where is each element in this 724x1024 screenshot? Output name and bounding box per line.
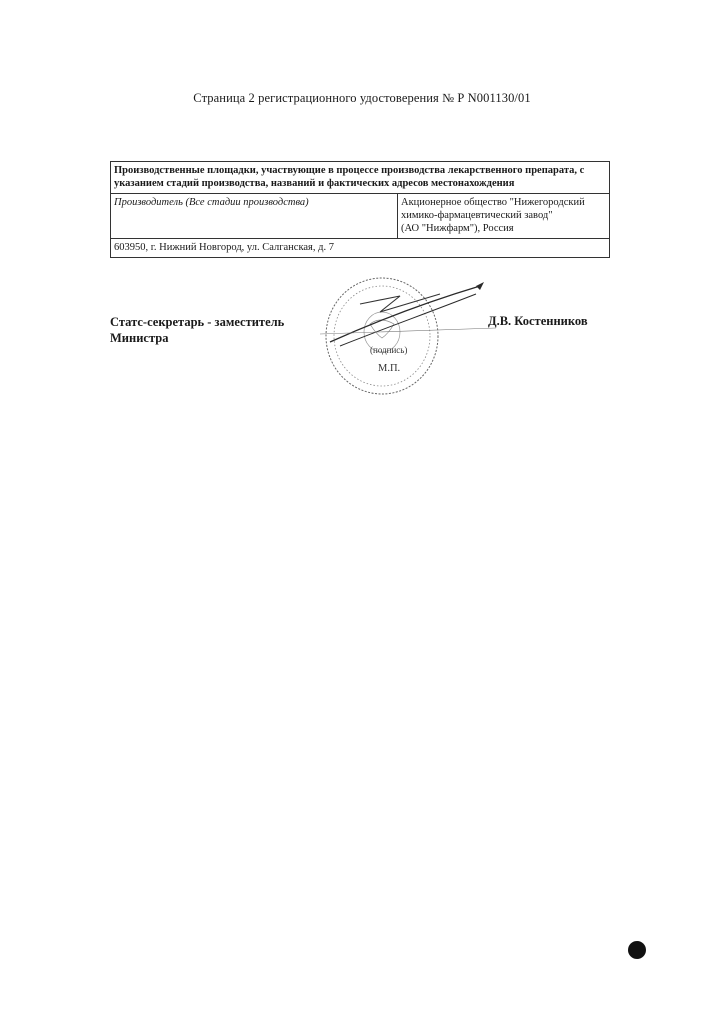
signatory-name: Д.В. Костенников — [488, 314, 588, 328]
company-line: Акционерное общество "Нижегородский — [401, 197, 585, 208]
signatory-title — [110, 314, 284, 346]
black-dot-mark — [628, 941, 646, 959]
company-line: (АО "Нижфарм"), Россия — [401, 223, 514, 234]
official-seal-stamp — [300, 264, 500, 404]
table-row — [111, 162, 610, 194]
company-line: химико-фармацевтический завод" — [401, 210, 553, 221]
page-header: Страница 2 регистрационного удостоверения № Р N001130/01 — [193, 91, 531, 105]
signatory-title-line: Министра — [110, 331, 169, 345]
manufacturer-address: 603950, г. Нижний Новгород, ул. Салганская, д. 7 — [111, 239, 610, 258]
table-row — [111, 239, 610, 258]
signature-label: (подпись) — [370, 345, 408, 355]
seal-place-label: М.П. — [378, 363, 401, 374]
manufacturer-role: Производитель (Все стадии производства) — [111, 194, 398, 239]
table-row — [111, 194, 610, 239]
production-sites-table — [110, 161, 610, 258]
manufacturer-company — [398, 194, 610, 239]
signatory-title-line: Статс-секретарь - заместитель — [110, 315, 285, 329]
table-heading: Производственные площадки, участвующие в процессе производства лекарственного препарата, с указанием стадий производства, названий и фактических адресов местонахождения — [111, 162, 610, 194]
